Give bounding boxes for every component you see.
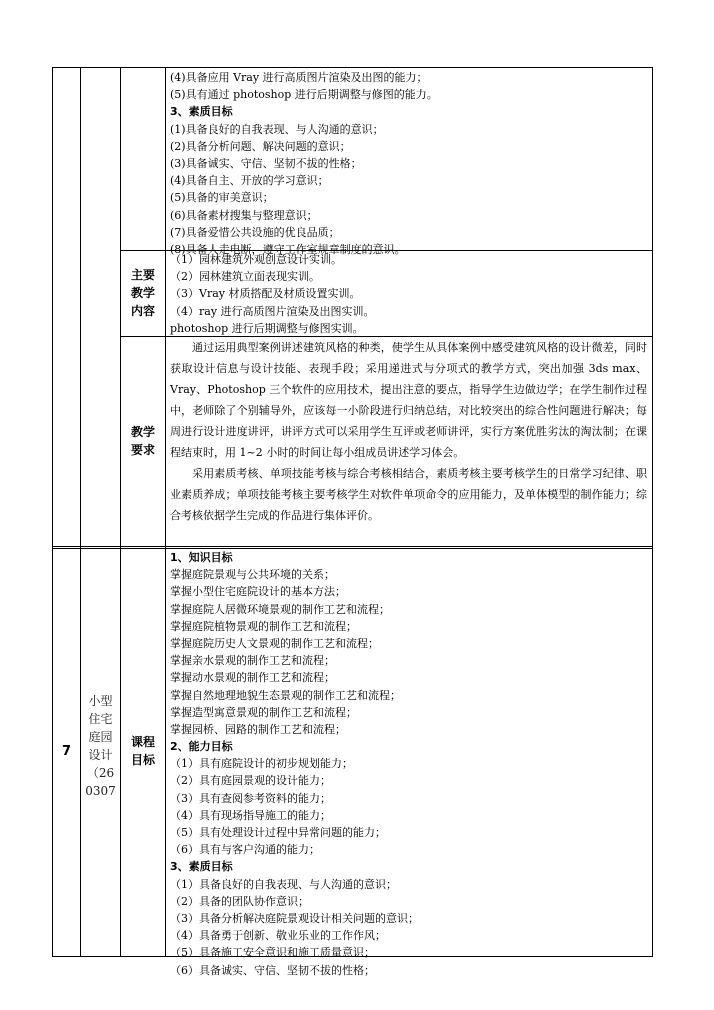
table-left-border: [52, 67, 53, 957]
column-divider-2: [120, 67, 121, 957]
ability-item: （1）具有庭院设计的初步规划能力；: [170, 757, 353, 771]
course-name: 小型 住宅 庭园 设计 （26 0307: [85, 694, 116, 798]
main-content-item: （3）Vray 材质搭配及材质设置实训。: [170, 287, 361, 301]
knowledge-item: 掌握小型住宅庭院设计的基本方法；: [170, 585, 346, 599]
table-top-border: [52, 67, 653, 68]
quality-item: (1)具备良好的自我表现、与人沟通的意识；: [170, 122, 384, 136]
knowledge-item: 掌握亲水景观的制作工艺和流程；: [170, 654, 335, 668]
column-divider-1: [80, 67, 81, 957]
knowledge-item: 掌握造型寓意景观的制作工艺和流程；: [170, 705, 357, 719]
knowledge-heading: 1、知识目标: [170, 551, 233, 564]
objective-line: (5)具有通过 photoshop 进行后期调整与修图的能力。: [170, 88, 438, 102]
quality-item: （3）具备分析解决庭院景观设计相关问题的意识；: [170, 911, 419, 925]
knowledge-item: 掌握动水景观的制作工艺和流程；: [170, 671, 335, 685]
requirements-cell: [166, 337, 652, 526]
objective-line: (4)具备应用 Vray 进行高质图片渲染及出图的能力；: [170, 71, 428, 84]
ability-item: （5）具有处理设计过程中异常问题的能力；: [170, 826, 386, 839]
table-right-border: [652, 67, 653, 957]
row-number: 7: [61, 744, 72, 759]
main-content-item: photoshop 进行后期调整与修图实训。: [170, 321, 364, 335]
course-objectives-label: 课程 目标: [130, 735, 155, 767]
quality-item: (8)具备人走电断，遵守工作室规章制度的意识。: [170, 242, 406, 256]
ability-item: （6）具有与客户沟通的能力；: [170, 843, 320, 857]
quality-heading: 3、素质目标: [170, 105, 233, 119]
quality-item: （1）具备良好的自我表现、与人沟通的意识；: [170, 877, 397, 891]
objectives-continued-cell: [166, 69, 652, 258]
quality-item: （2）具备的团队协作意识；: [170, 894, 309, 908]
knowledge-item: 掌握自然地理地貌生态景观的制作工艺和流程；: [170, 688, 401, 702]
quality-item: (5)具备的审美意识；: [170, 191, 274, 205]
knowledge-item: 掌握庭院人居微环境景观的制作工艺和流程；: [170, 602, 390, 616]
quality-item: （4）具备勇于创新、敬业乐业的工作作风；: [170, 929, 386, 943]
main-content-item: （1）园林建筑外观创意设计实训。: [170, 253, 342, 266]
ability-item: （4）具有现场指导施工的能力；: [170, 808, 331, 822]
main-content-item: （2）园林建筑立面表现实训。: [170, 270, 320, 284]
quality-item: （5）具备施工安全意识和施工质量意识；: [170, 946, 375, 960]
main-content-cell: [166, 251, 652, 337]
knowledge-item: 掌握庭院历史人文景观的制作工艺和流程；: [170, 636, 379, 650]
quality-item: （6）具备诚实、守信、坚韧不拔的性格；: [170, 963, 375, 977]
knowledge-item: 掌握庭院景观与公共环境的关系；: [170, 568, 335, 582]
knowledge-item: 掌握庭院植物景观的制作工艺和流程；: [170, 619, 357, 633]
knowledge-item: 掌握园桥、园路的制作工艺和流程；: [170, 722, 346, 736]
ability-item: （3）具有查阅参考资料的能力；: [170, 791, 331, 805]
requirements-paragraph: 通过运用典型案例讲述建筑风格的种类，使学生从具体案例中感受建筑风格的设计微差，同时获取设计信息与设计技能、表现手段；采用递进式与分项式的教学方式，突出加强 3ds max、Vray、Photoshop 三个软件的应用技术，提出注意的要点，指导学生边做边学；在学生制作过程中，老师除了个别辅导外，应该每一小阶段进行归纳总结，对比较突出的综合性问题进行解决；每周进行设计进度讲评，讲评方式可以采用学生互评或老师讲评，实行方案优胜劣汰的淘汰制；在课程结束时，用 1~2 小时的时间让每小组成员讲述学习体会。: [170, 341, 647, 459]
ability-heading: 2、能力目标: [170, 740, 233, 754]
quality-item: (6)具备素材搜集与整理意识；: [170, 208, 318, 222]
row-divider-section: [52, 546, 653, 547]
ability-item: （2）具有庭园景观的设计能力；: [170, 774, 331, 788]
quality-heading: 3、素质目标: [170, 860, 233, 874]
requirements-paragraph: 采用素质考核、单项技能考核与综合考核相结合，素质考核主要考核学生的日常学习纪律、职业素质养成；单项技能考核主要考核学生对软件单项命令的应用能力，及单体模型的制作能力；综合考核依据学生完成的作品进行集体评价。: [170, 467, 647, 522]
quality-item: (4)具备自主、开放的学习意识；: [170, 174, 329, 188]
requirements-label: 教学 要求: [130, 425, 155, 457]
course-objectives-cell: [166, 549, 652, 979]
main-content-item: （4）ray 进行高质图片渲染及出图实训。: [170, 304, 375, 318]
main-content-label: 主要 教学 内容: [130, 268, 155, 318]
quality-item: (2)具备分析问题、解决问题的意识；: [170, 139, 351, 153]
quality-item: (3)具备诚实、守信、坚韧不拔的性格；: [170, 156, 362, 170]
quality-item: (7)具备爱惜公共设施的优良品质；: [170, 225, 340, 239]
